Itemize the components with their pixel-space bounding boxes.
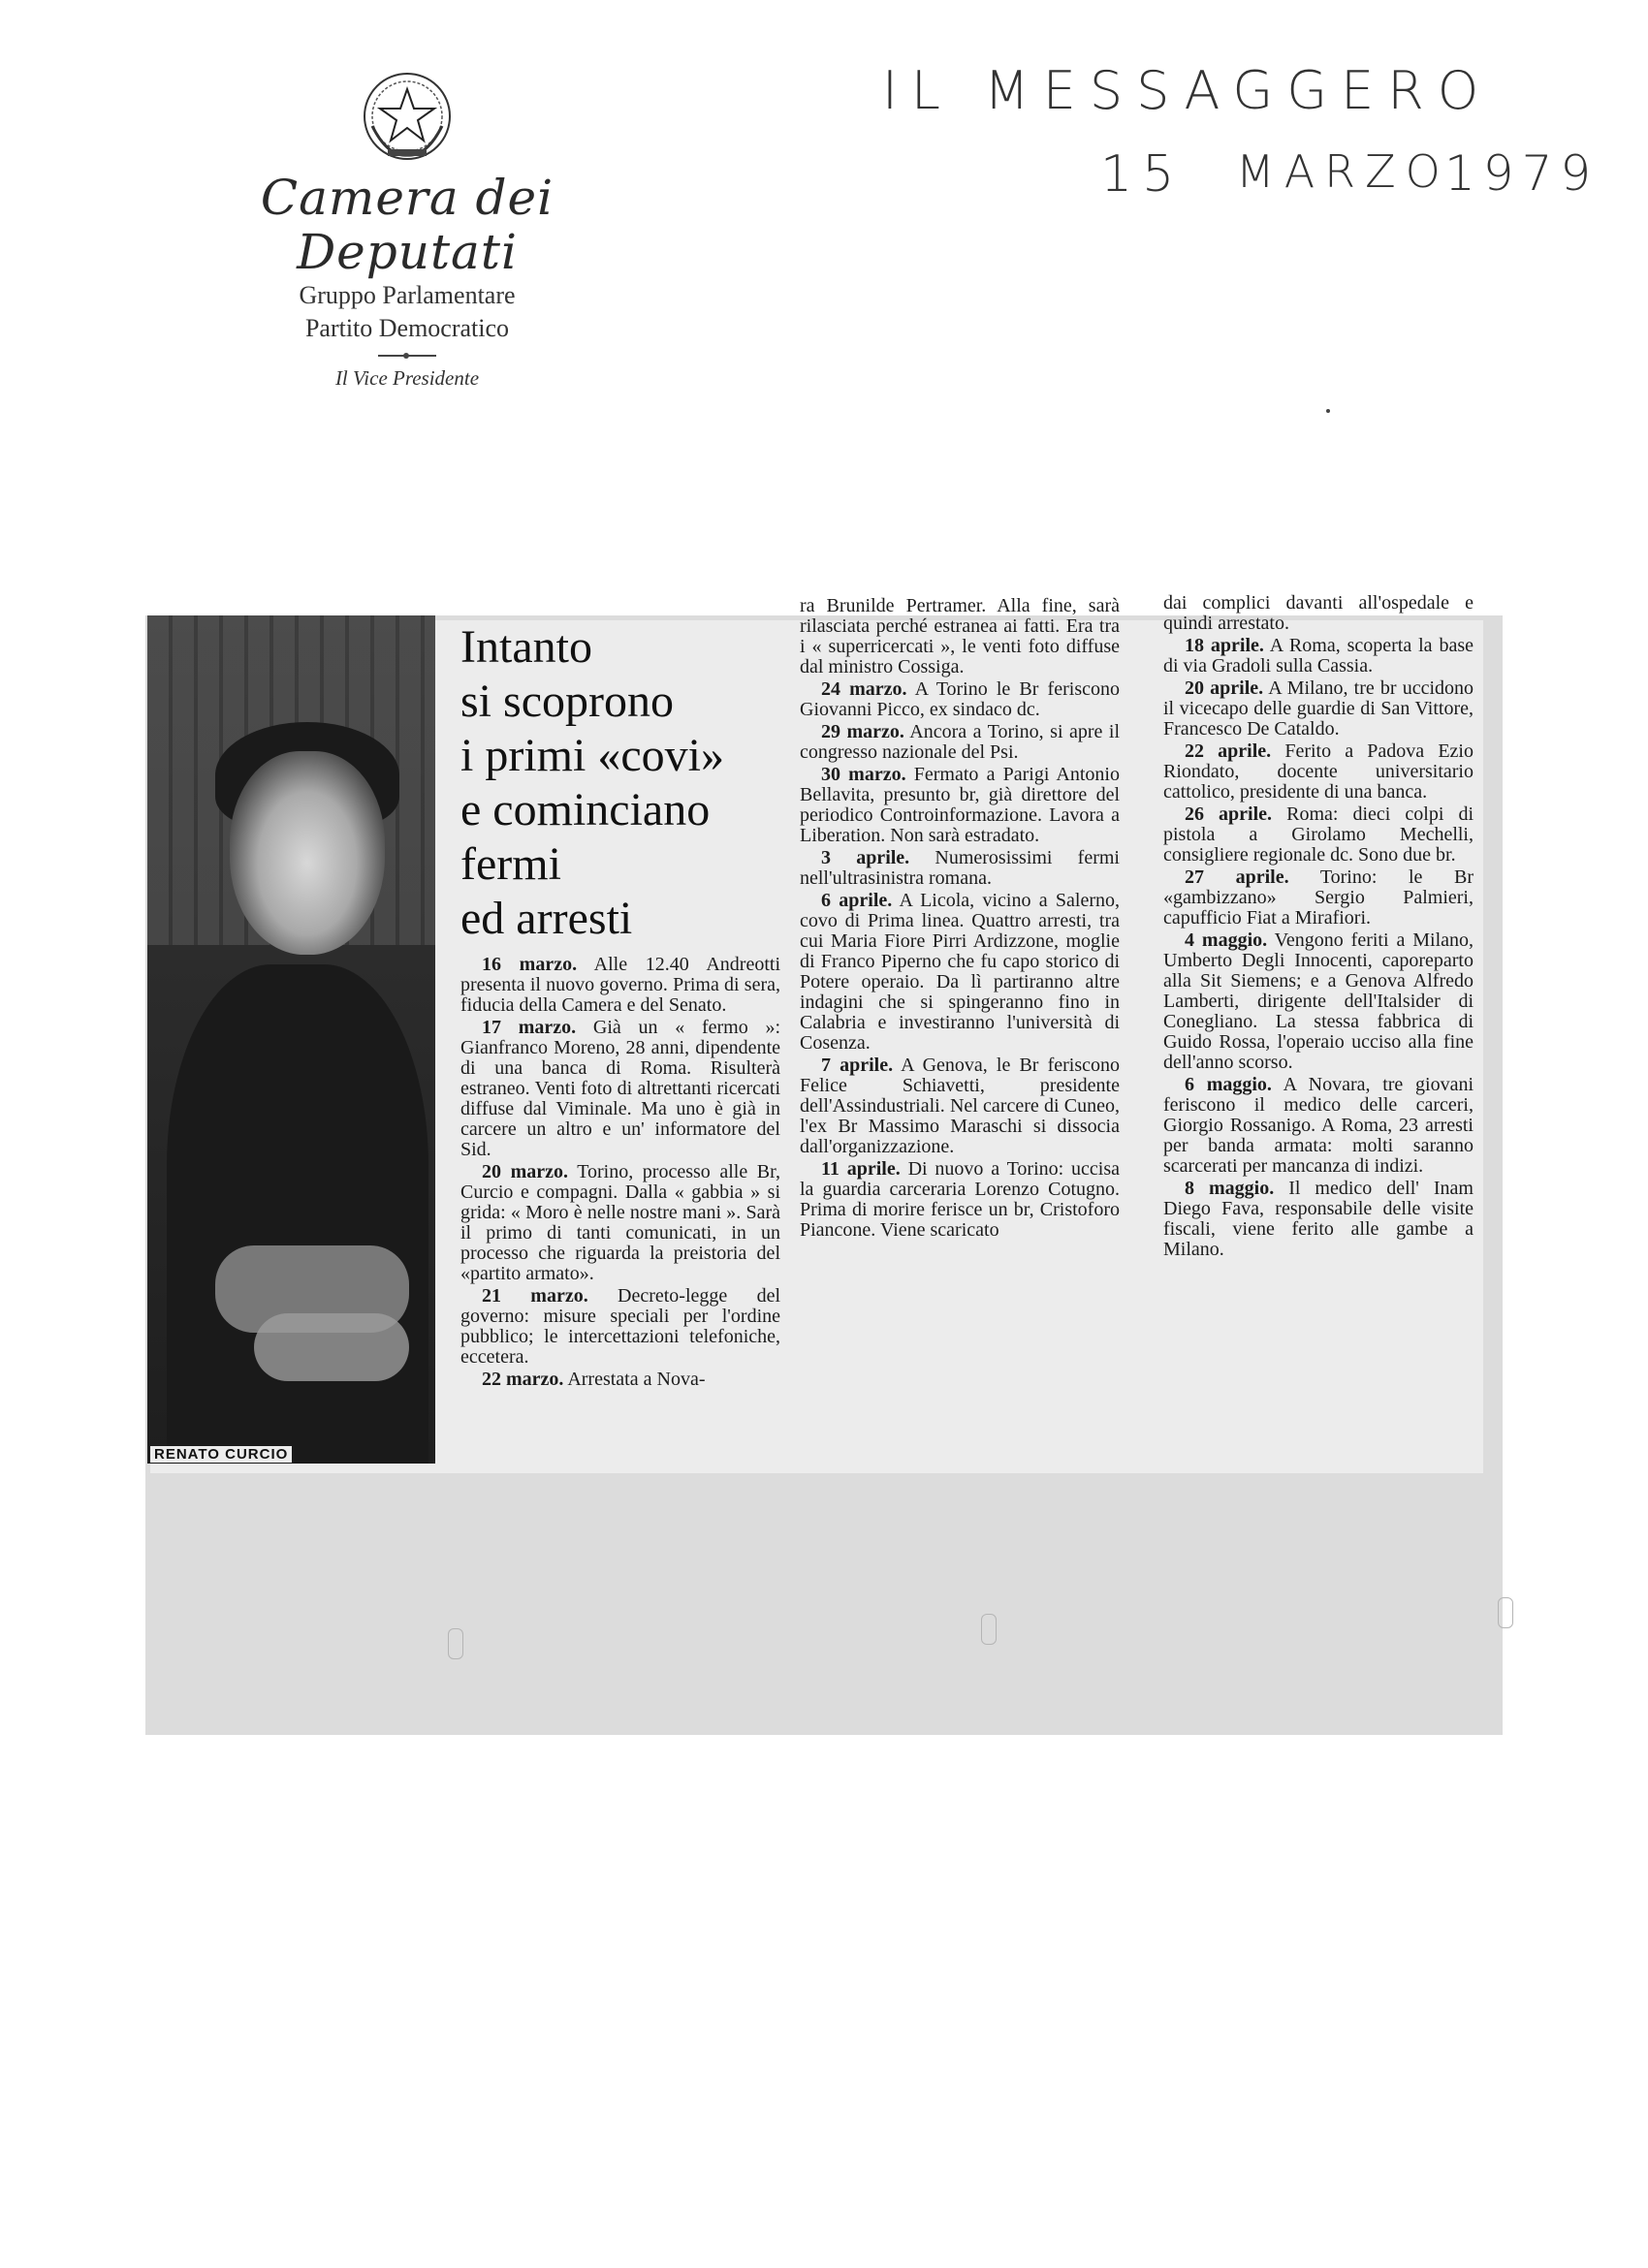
fold-mark [1498, 1597, 1513, 1628]
entry-date: 21 marzo. [482, 1285, 588, 1307]
handwritten-newspaper-name: IL MESSAGGERO [882, 60, 1493, 121]
entry-date: 26 aprile. [1185, 803, 1273, 825]
entry-text: A Licola, vicino a Salerno, covo di Prima linea. Quattro arresti, tra cui Maria Fiore Pirri Ardizzone, moglie di Franco Piperno che fu capo storico di Potere operaio. Da lì partiranno altre indagini che si spingeranno fino in Calabria e investiranno l'università di Cosenza. [800, 890, 1120, 1054]
entry-text: Ferito a Padova Ezio Riondato, docente universitario cattolico, presidente di una banca. [1163, 740, 1474, 803]
entry-date: 20 aprile. [1185, 677, 1264, 699]
fold-mark [448, 1628, 463, 1659]
chronology-entry [800, 679, 1120, 720]
entry-date: 27 aprile. [1185, 866, 1289, 888]
headline-line: si scoprono [460, 676, 674, 727]
entry-date: 8 maggio. [1185, 1178, 1275, 1199]
entry-date: 29 marzo. [821, 721, 904, 742]
chronology-entry [1163, 678, 1474, 740]
entry-text: Il medico dell' Inam Diego Fava, responsabile delle visite fiscali, viene ferito alle gambe a Milano. [1163, 1178, 1474, 1260]
chronology-entry [460, 1018, 780, 1160]
chronology-entry [1163, 1075, 1474, 1177]
entry-text: Torino: le Br «gambizzano» Sergio Palmieri, capufficio Fiat a Mirafiori. [1163, 866, 1474, 929]
entry-date: 3 aprile. [821, 847, 910, 868]
chronology-entry [460, 1286, 780, 1368]
entry-date: 16 marzo. [482, 954, 578, 975]
article-column-3 [1163, 593, 1474, 1262]
entry-date: 7 aprile. [821, 1055, 894, 1076]
handwritten-date-day: 15 [1100, 145, 1185, 204]
entry-date: 6 maggio. [1185, 1074, 1272, 1095]
article-headline [460, 620, 780, 946]
fold-mark [981, 1614, 997, 1645]
chronology-entry [1163, 741, 1474, 803]
entry-date: 6 aprile. [821, 890, 893, 911]
entry-date: 30 marzo. [821, 764, 906, 785]
chronology-entry [460, 955, 780, 1016]
headline-line: Intanto [460, 621, 592, 673]
chronology-entry [800, 1055, 1120, 1157]
letterhead [174, 68, 640, 391]
chronology-entry [800, 765, 1120, 846]
entry-text: A Torino le Br feriscono Giovanni Picco, ex sindaco dc. [800, 678, 1120, 720]
divider [378, 355, 436, 357]
entry-text: Vengono feriti a Milano, Umberto Degli Innocenti, caporeparto alla Sit Siemens; e a Genova Alfredo Lamberti, dirigente dell'Italsider di Conegliano. La stessa fabbrica di Guido Rossa, l'operaio ucciso alla fine dell'anno scorso. [1163, 929, 1474, 1073]
chronology-entry [800, 722, 1120, 763]
scan-speck [1326, 409, 1330, 413]
handwritten-date-year: 1979 [1444, 145, 1600, 202]
entry-text: Fermato a Parigi Antonio Bellavita, presunto br, già direttore del periodico Controinformazione. Lavora a Liberation. Non sarà estradato. [800, 764, 1120, 846]
entry-text: Già un « fermo »: Gianfranco Moreno, 28 anni, dipendente di una banca di Roma. Risulterà estraneo. Venti foto di altrettanti ricercati diffuse dal Viminale. Ma uno è già in carcere un altro e un' informatore del Sid. [460, 1017, 781, 1160]
entry-date: 17 marzo. [482, 1017, 577, 1038]
chronology-entry [460, 1370, 780, 1390]
entry-text: A Milano, tre br uccidono il vicecapo delle guardie di San Vittore, Francesco De Cataldo. [1163, 677, 1474, 740]
chronology-entry [1163, 804, 1474, 866]
entry-text: Torino, processo alle Br, Curcio e compagni. Dalla « gabbia » si grida: « Moro è nelle nostre mani ». Sarà il primo di tanti comunicati, in un processo che riguarda la preistoria del «partito armato». [460, 1161, 780, 1284]
photo-caption: RENATO CURCIO [150, 1446, 292, 1463]
headline-line: e cominciano [460, 784, 711, 835]
article-column-2 [800, 596, 1120, 1243]
entry-text: A Novara, tre giovani feriscono il medico delle carceri, Giorgio Rossanigo. A Roma, 23 arresti per banda armata: molti saranno scarcerati per mancanza di indizi. [1163, 1074, 1474, 1177]
group-line-2: Partito Democratico [304, 314, 510, 342]
entry-text: A Genova, le Br feriscono Felice Schiavetti, presidente dell'Assindustriali. Nel carcere di Cuneo, l'ex Br Massimo Maraschi si dissocia dall'organizzazione. [800, 1055, 1120, 1157]
entry-date: 22 marzo. [482, 1369, 564, 1390]
entry-date: 11 aprile. [821, 1158, 901, 1180]
continued-text: ra Brunilde Pertramer. Alla fine, sarà rilasciata perché estranea ai fatti. Era tra i « superricercati », le venti foto diffuse dal ministro Cossiga. [800, 595, 1120, 677]
chronology-entry [1163, 930, 1474, 1073]
continued-text: dai complici davanti all'ospedale e quindi arrestato. [1163, 592, 1474, 634]
chronology-entry [800, 891, 1120, 1054]
entry-date: 18 aprile. [1185, 635, 1264, 656]
article-column-1 [460, 955, 780, 1392]
entry-text: Alle 12.40 Andreotti presenta il nuovo governo. Prima di sera, fiducia della Camera e del Senato. [460, 954, 780, 1016]
chronology-entry [1163, 1179, 1474, 1260]
headline-line: ed arresti [460, 893, 633, 944]
group-line-1: Gruppo Parlamentare [299, 281, 516, 309]
chronology-entry [460, 1162, 780, 1284]
headline-line: i primi «covi» [460, 730, 724, 781]
chronology-entry [800, 1159, 1120, 1241]
entry-date: 20 marzo. [482, 1161, 568, 1182]
chronology-entry [1163, 867, 1474, 929]
role-title: Il Vice Presidente [334, 366, 480, 390]
chronology-entry [800, 848, 1120, 889]
chamber-name: Camera dei Deputati [260, 170, 555, 280]
handwritten-date-month: MARZO [1236, 145, 1450, 198]
entry-date: 4 maggio. [1185, 929, 1268, 951]
entry-text: Decreto-legge del governo: misure speciali per l'ordine pubblico; le intercettazioni telefoniche, eccetera. [460, 1285, 781, 1368]
entry-text: A Roma, scoperta la base di via Gradoli sulla Cassia. [1163, 635, 1474, 677]
chronology-entry [1163, 636, 1474, 677]
entry-text: Di nuovo a Torino: uccisa la guardia carceraria Lorenzo Cotugno. Prima di morire ferisce un br, Cristoforo Piancone. Viene scaricato [800, 1158, 1121, 1241]
entry-text: Roma: dieci colpi di pistola a Girolamo Mechelli, consigliere regionale dc. Sono due br. [1163, 803, 1474, 866]
entry-text: Ancora a Torino, si apre il congresso nazionale del Psi. [800, 721, 1120, 763]
portrait-photo [147, 615, 435, 1464]
entry-date: 22 aprile. [1185, 740, 1272, 762]
headline-line: fermi [460, 838, 561, 890]
entry-text: Numerosissimi fermi nell'ultrasinistra romana. [800, 847, 1120, 889]
entry-date: 24 marzo. [821, 678, 907, 700]
entry-text: Arrestata a Nova- [567, 1369, 706, 1390]
italian-republic-emblem-icon [359, 68, 456, 165]
